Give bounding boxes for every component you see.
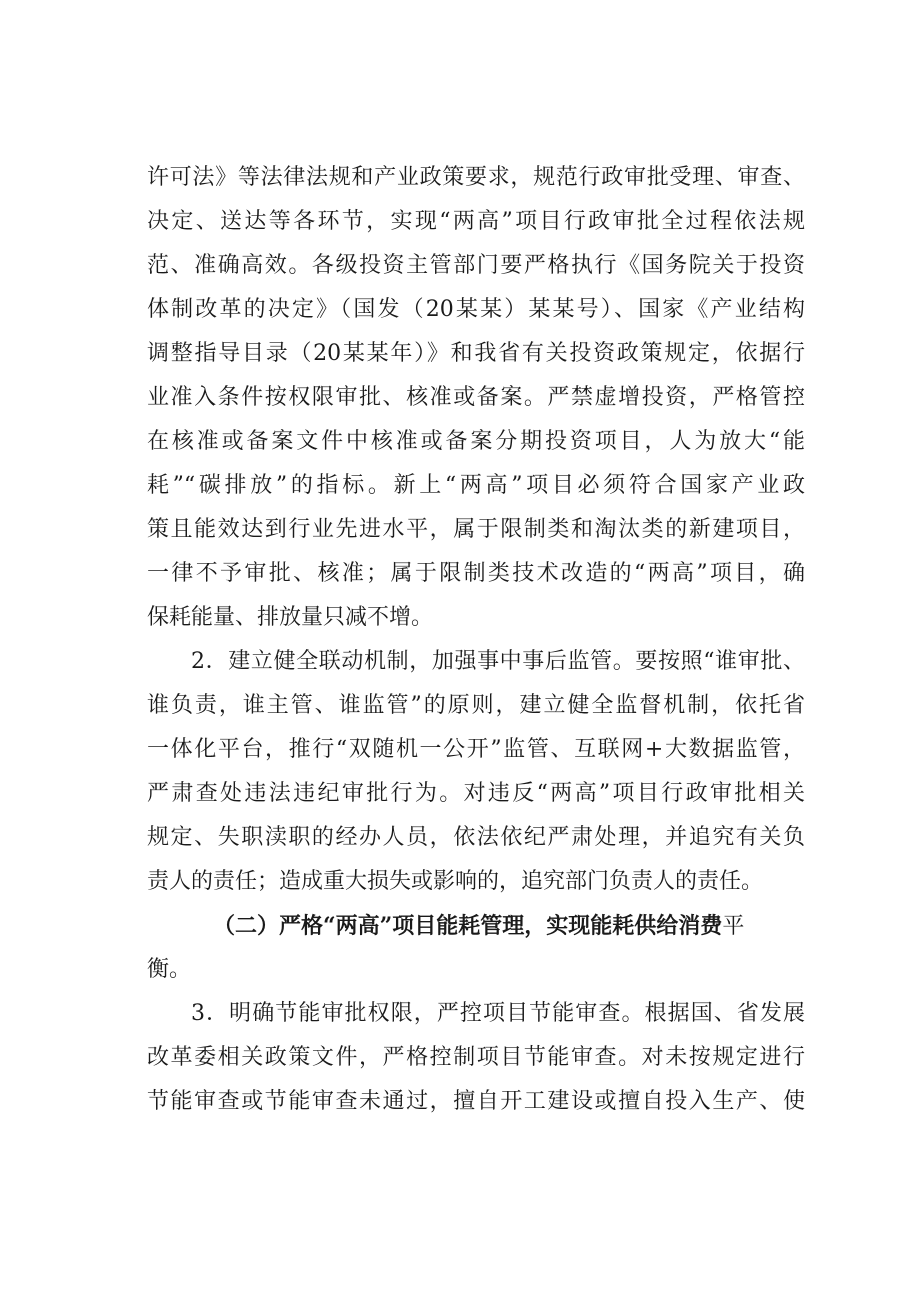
text-line: 策且能效达到行业先进水平，属于限制类和淘汰类的新建项目， — [147, 517, 805, 542]
text-line: 体制改革的决定》（国发（20某某）某某号）、国家《产业结构 — [147, 297, 805, 322]
text-line: 业准入条件按权限审批、核准或备案。严禁虚增投资，严格管控 — [147, 385, 805, 410]
text-line: 一律不予审批、核准；属于限制类技术改造的“两高”项目，确 — [147, 561, 805, 586]
section-heading-tail: 平 — [722, 914, 745, 939]
text-line: 决定、送达等各环节，实现“两高”项目行政审批全过程依法规 — [147, 209, 805, 234]
section-heading: （二）严格“两高”项目能耗管理，实现能耗供给消费 — [213, 913, 723, 939]
text-line: 一体化平台，推行“双随机一公开”监管、互联网+大数据监管， — [147, 737, 805, 762]
text-line: 改革委相关政策文件，严格控制项目节能审查。对未按规定进行 — [147, 1045, 805, 1070]
text-line: 衡。 — [147, 957, 192, 982]
text-line: 严肃查处违法违纪审批行为。对违反“两高”项目行政审批相关 — [147, 781, 805, 806]
text-line: 耗”“碳排放”的指标。新上“两高”项目必须符合国家产业政 — [147, 473, 805, 498]
text-line: 规定、失职渎职的经办人员，依法依纪严肃处理，并追究有关负 — [147, 825, 805, 850]
text-line: 保耗能量、排放量只减不增。 — [147, 605, 434, 630]
text-line: 节能审查或节能审查未通过，擅自开工建设或擅自投入生产、使 — [147, 1089, 805, 1114]
text-line: 调整指导目录（20某某年）》和我省有关投资政策规定，依据行 — [147, 341, 805, 366]
paragraph-3-first-line: 3．明确节能审批权限，严控项目节能审查。根据国、省发展 — [191, 1001, 805, 1026]
text-line: 责人的责任；造成重大损失或影响的，追究部门负责人的责任。 — [147, 869, 764, 894]
paragraph-2-first-line: 2．建立健全联动机制，加强事中事后监管。要按照“谁审批、 — [191, 649, 805, 674]
section-heading-line — [213, 904, 813, 948]
text-line: 许可法》等法律法规和产业政策要求，规范行政审批受理、审查、 — [147, 165, 805, 190]
text-line: 谁负责，谁主管、谁监管”的原则，建立健全监督机制，依托省 — [147, 693, 805, 718]
text-line: 范、准确高效。各级投资主管部门要严格执行《国务院关于投资 — [147, 253, 805, 278]
text-line: 在核准或备案文件中核准或备案分期投资项目，人为放大“能 — [147, 429, 805, 454]
